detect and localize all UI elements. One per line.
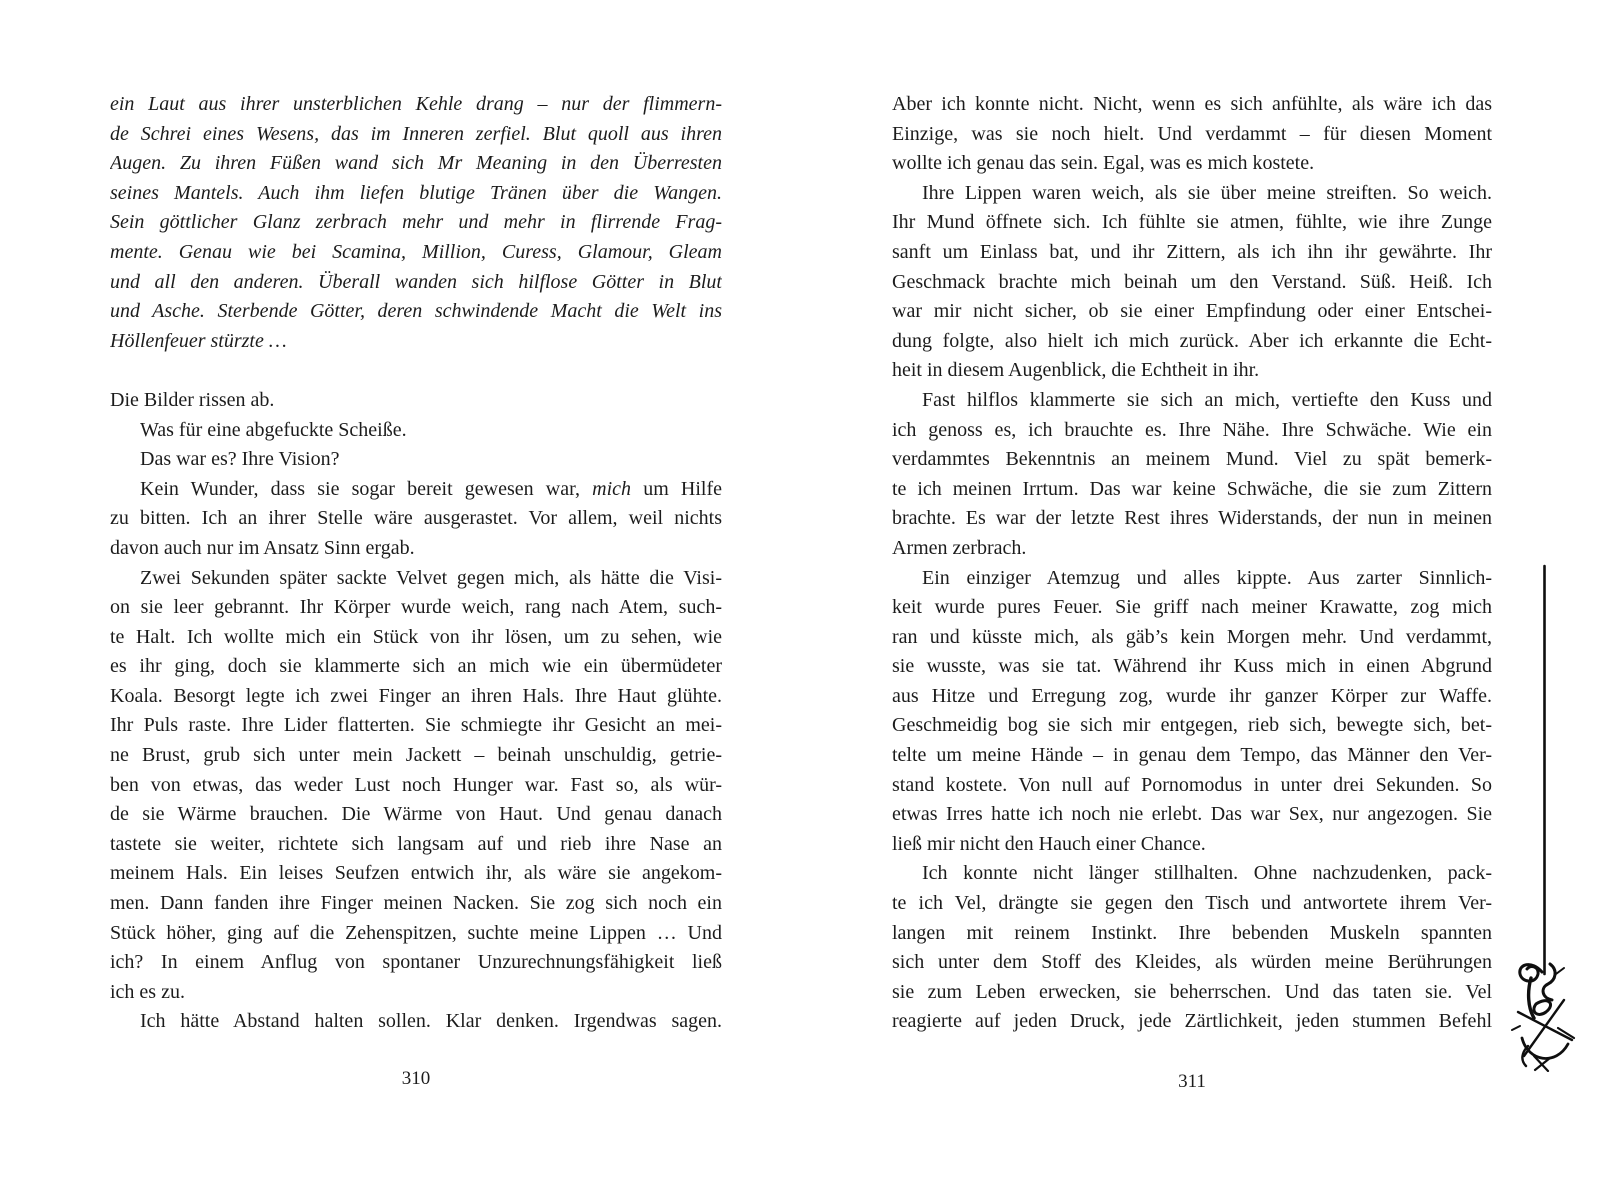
text-line: Die Bilder rissen ab.: [110, 388, 275, 411]
text-line: Koala. Besorgt legte ich zwei Finger an ihren Hals. Ihre Haut glühte.: [110, 684, 722, 707]
text-line: meinem Hals. Ein leises Seufzen entwich ihr, als wäre sie angekom-: [110, 862, 722, 885]
text-line: Einzige, was sie noch hielt. Und verdammt – für diesen Moment: [892, 122, 1492, 145]
text-line: ich es zu.: [110, 980, 185, 1003]
text-line: Ich hätte Abstand halten sollen. Klar denken. Irgendwas sagen.: [140, 1010, 722, 1033]
text-line: Das war es? Ihre Vision?: [140, 448, 340, 471]
text-line: te Halt. Ich wollte mich ein Stück von ihr lösen, um zu sehen, wie: [110, 625, 722, 648]
text-line: sie wusste, was sie tat. Während ihr Kuss mich in einen Abgrund: [892, 655, 1492, 678]
text-line: Was für eine abgefuckte Scheiße.: [140, 418, 407, 441]
text-line: ich genoss es, ich brauchte es. Ihre Nähe. Ihre Schwäche. Wie ein: [892, 418, 1492, 441]
text-line: Geschmeidig bog sie sich mir entgegen, rieb sich, bewegte sich, bet-: [892, 714, 1492, 737]
text-line: Zwei Sekunden später sackte Velvet gegen mich, als hätte die Visi-: [140, 566, 722, 589]
text-line: wollte ich genau das sein. Egal, was es mich kostete.: [892, 152, 1315, 175]
text-line: Stück höher, ging auf die Zehenspitzen, suchte meine Lippen … Und: [110, 921, 722, 944]
text-line: ne Brust, grub sich unter mein Jackett – beinah unschuldig, getrie-: [110, 744, 722, 767]
text-line: und Asche. Sterbende Götter, deren schwindende Macht die Welt ins: [110, 300, 722, 323]
text-line: seines Mantels. Auch ihm liefen blutige Tränen über die Wangen.: [110, 181, 722, 204]
text-line: es ihr ging, doch sie klammerte sich an mich wie ein übermüdeter: [110, 655, 722, 678]
text-line: Ihre Lippen waren weich, als sie über meine streiften. So weich.: [922, 181, 1492, 204]
ornament-squiggle: [1512, 964, 1574, 1071]
text-line: ein Laut aus ihrer unsterblichen Kehle drang – nur der flimmern-: [110, 93, 722, 115]
text-line: Aber ich konnte nicht. Nicht, wenn es sich anfühlte, als wäre ich das: [892, 93, 1492, 115]
text-line: Armen zerbrach.: [892, 536, 1027, 559]
text-line: zu bitten. Ich an ihrer Stelle wäre ausgerastet. Vor allem, weil nichts: [110, 507, 722, 530]
text-line: tastete sie weiter, richtete sich langsam auf und rieb ihre Nase an: [110, 832, 722, 855]
text-line: Geschmack brachte mich beinah um den Verstand. Süß. Heiß. Ich: [892, 270, 1492, 293]
text-line: te ich Vel, drängte sie gegen den Tisch und antwortete ihrem Ver-: [892, 892, 1492, 915]
text-line: langen mit reinem Instinkt. Ihre bebenden Muskeln spannten: [892, 921, 1492, 944]
text-line: Höllenfeuer stürzte …: [110, 329, 287, 352]
text-line: Ich konnte nicht länger stillhalten. Ohne nachzudenken, pack-: [922, 862, 1492, 885]
text-line: davon auch nur im Ansatz Sinn ergab.: [110, 536, 415, 559]
left-page-text: [110, 90, 722, 1037]
text-line: de sie Wärme brauchen. Die Wärme von Haut. Und genau danach: [110, 803, 722, 826]
text-line: dung folgte, also hielt ich mich zurück. Aber ich erkannte die Echt-: [892, 329, 1492, 352]
text-line: brachte. Es war der letzte Rest ihres Widerstands, der nun in meinen: [892, 507, 1492, 530]
text-line: heit in diesem Augenblick, die Echtheit in ihr.: [892, 359, 1260, 382]
text-line: Sein göttlicher Glanz zerbrach mehr und mehr in flirrende Frag-: [110, 211, 722, 234]
text-line: stand kostete. Von null auf Pornomodus in unter drei Sekunden. So: [892, 773, 1492, 796]
text-line: Kein Wunder, dass sie sogar bereit gewesen war, mich um Hilfe: [140, 477, 722, 500]
text-line: te ich meinen Irrtum. Das war keine Schwäche, die sie zum Zittern: [892, 477, 1492, 500]
text-line: mente. Genau wie bei Scamina, Million, Curess, Glamour, Gleam: [110, 240, 722, 263]
blank-line: [110, 356, 722, 386]
text-line: on sie leer gebrannt. Ihr Körper wurde weich, rang nach Atem, such-: [110, 596, 722, 619]
text-line: sich unter dem Stoff des Kleides, als würden meine Berührungen: [892, 951, 1492, 974]
right-page-text: [892, 90, 1492, 1037]
text-line: Ihr Puls raste. Ihre Lider flatterten. Sie schmiegte ihr Gesicht an mei-: [110, 714, 722, 737]
margin-ornament: [1498, 560, 1584, 1072]
text-line: telte um meine Hände – in genau dem Tempo, das Männer den Ver-: [892, 744, 1492, 767]
text-line: war mir nicht sicher, ob sie einer Empfindung oder einer Entschei-: [892, 300, 1492, 323]
text-line: men. Dann fanden ihre Finger meinen Nacken. Sie zog sich noch ein: [110, 892, 722, 915]
text-line: aus Hitze und Erregung zog, wurde ihr ganzer Körper zur Waffe.: [892, 684, 1492, 707]
text-line: und all den anderen. Überall wanden sich hilflose Götter in Blut: [110, 270, 722, 293]
text-line: etwas Irres hatte ich noch nie erlebt. Das war Sex, nur angezogen. Sie: [892, 803, 1492, 826]
text-line: ich? In einem Anflug von spontaner Unzurechnungsfähigkeit ließ: [110, 951, 722, 974]
text-line: Fast hilflos klammerte sie sich an mich, vertiefte den Kuss und: [922, 388, 1492, 411]
text-line: sie zum Leben erwecken, sie beherrschen. Und das taten sie. Vel: [892, 980, 1492, 1003]
text-line: keit wurde pures Feuer. Sie griff nach meiner Krawatte, zog mich: [892, 596, 1492, 619]
text-line: sanft um Einlass bat, und ihr Zittern, als ich ihn ihr gewährte. Ihr: [892, 240, 1492, 263]
text-line: Ein einziger Atemzug und alles kippte. Aus zarter Sinnlich-: [922, 566, 1492, 589]
text-line: verdammtes Bekenntnis an meinem Mund. Viel zu spät bemerk-: [892, 448, 1492, 471]
text-line: ran und küsste mich, als gäb’s kein Morgen mehr. Und verdammt,: [892, 625, 1492, 648]
page-number-left: 310: [401, 1068, 431, 1089]
text-line: ließ mir nicht den Hauch einer Chance.: [892, 832, 1206, 855]
text-line: ben von etwas, das weder Lust noch Hunger war. Fast so, als wür-: [110, 773, 722, 796]
text-line: Augen. Zu ihren Füßen wand sich Mr Meaning in den Überresten: [110, 152, 722, 175]
page-number-right: 311: [1178, 1071, 1206, 1092]
text-line: Ihr Mund öffnete sich. Ich fühlte sie atmen, fühlte, wie ihre Zunge: [892, 211, 1492, 234]
text-line: reagierte auf jeden Druck, jede Zärtlichkeit, jeden stummen Befehl: [892, 1010, 1492, 1033]
text-line: de Schrei eines Wesens, das im Inneren zerfiel. Blut quoll aus ihren: [110, 122, 722, 145]
